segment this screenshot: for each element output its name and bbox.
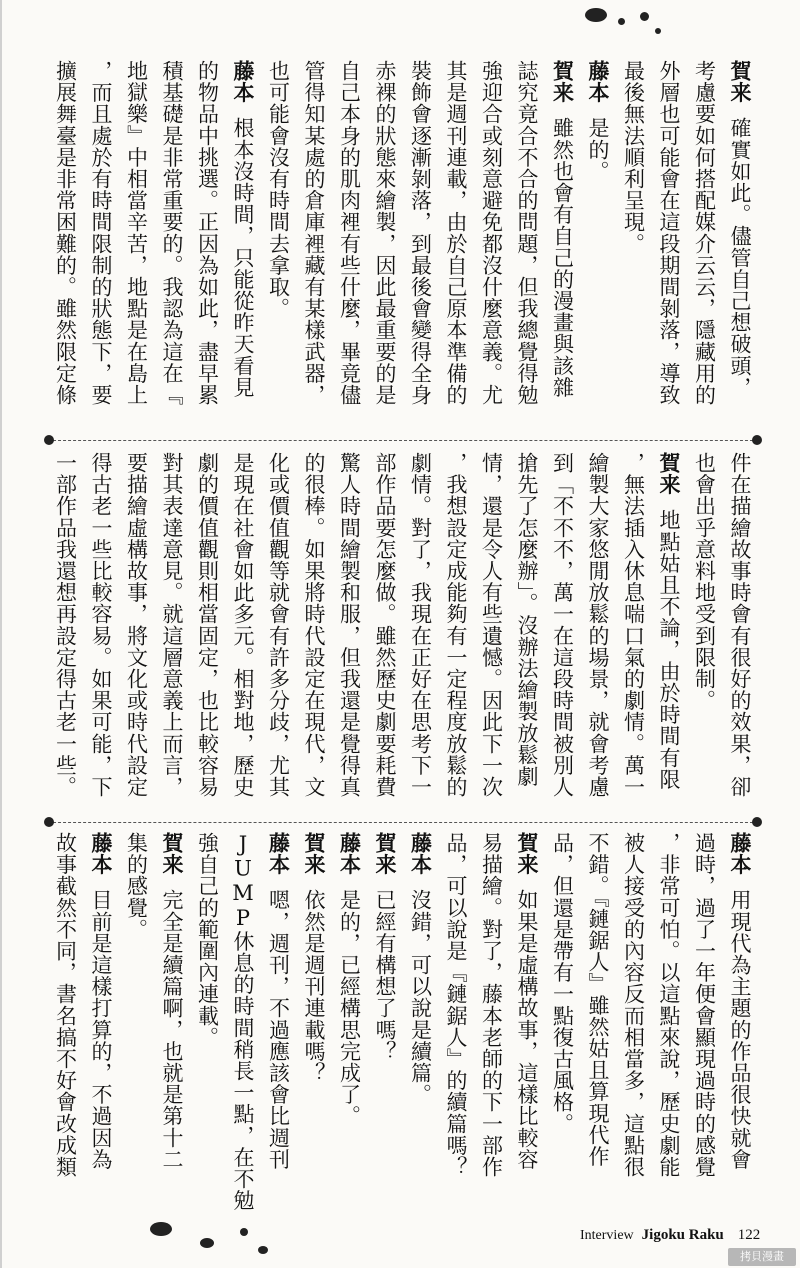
text-column	[118, 60, 155, 440]
text-column	[295, 452, 332, 818]
column-text: 是的。	[586, 117, 610, 183]
column-text: 過時，過了一年便會顯現過時的感覺	[692, 832, 717, 1178]
column-text: 擴展舞臺是非常困難的。雖然限定條	[53, 60, 78, 406]
text-column	[260, 452, 297, 818]
text-column	[579, 832, 616, 1212]
text-column	[721, 452, 758, 818]
text-column	[544, 832, 581, 1212]
column-text: 是的，已經構思完成了。	[337, 889, 362, 1127]
column-text: 雖然也會有自己的漫畫與該雜	[550, 117, 575, 399]
column-text: JUMP休息的時間稍長一點，在不勉	[231, 832, 255, 1212]
column-text: 驚人時間繪製和服，但我還是覺得真	[337, 452, 362, 798]
page-edge-shadow	[0, 0, 2, 1268]
page-footer	[580, 1226, 760, 1244]
column-text: 如果是虛構故事，這樣比較容	[515, 889, 539, 1171]
column-text: 誌究竟合不合的問題，但我總覺得勉	[515, 60, 539, 406]
column-text: 故事截然不同，書名搞不好會改成類	[53, 832, 78, 1178]
ink-splatter	[258, 1246, 268, 1254]
speaker-name: 賀来	[373, 832, 397, 876]
ink-splatter	[150, 1222, 172, 1236]
text-column	[153, 832, 190, 1212]
column-text: 搶先了怎麼辦」。沒辦法繪製放鬆劇	[515, 452, 539, 788]
column-text: 被人接受的內容反而相當多，這點很	[621, 832, 646, 1178]
column-text: 繪製大家悠閒放鬆的場景，就會考慮	[586, 452, 610, 798]
watermark: 拷貝漫畫	[728, 1248, 796, 1266]
footer-title: Jigoku Raku	[641, 1227, 724, 1243]
text-column	[82, 60, 119, 440]
ink-splatter	[640, 12, 649, 21]
text-column	[579, 452, 616, 818]
text-column	[118, 452, 155, 818]
column-text: 劇情。對了，我現在正好在思考下一	[408, 452, 433, 798]
text-column	[650, 452, 687, 818]
column-text: 情，還是令人有些遺憾。因此下一次	[479, 452, 504, 798]
column-text: 確實如此。儘管自己想破頭，	[728, 117, 752, 399]
column-text: 裝飾會逐漸剝落，到最後會變得全身	[408, 60, 433, 406]
text-column	[402, 60, 439, 440]
speaker-name: 賀来	[728, 60, 752, 104]
text-column	[118, 832, 155, 1212]
section-divider-1	[48, 440, 758, 441]
column-text: 對其表達意見。就這層意義上而言，	[160, 452, 184, 798]
text-column	[189, 832, 226, 1212]
text-column	[437, 452, 474, 818]
column-text: 考慮要如何搭配媒介云云，隱藏用的	[692, 60, 717, 406]
text-column	[366, 60, 403, 440]
ink-splatter	[585, 8, 607, 22]
column-text: ，非常可怕。以這點來說，歷史劇能	[657, 832, 681, 1178]
text-column	[47, 60, 84, 440]
text-column	[615, 452, 652, 818]
text-column	[82, 832, 119, 1212]
text-column	[508, 832, 545, 1212]
text-column	[402, 832, 439, 1212]
column-text: 依然是週刊連載嗎？	[302, 889, 326, 1084]
text-column	[224, 832, 261, 1212]
section-divider-2	[48, 822, 758, 823]
speaker-name: 藤本	[89, 832, 113, 876]
text-column	[153, 60, 190, 440]
column-text: 易描繪。對了，藤本老師的下一部作	[479, 832, 504, 1178]
interview-section-2	[48, 452, 758, 818]
column-text: ，而且處於有時間限制的狀態下，要	[89, 60, 113, 406]
column-text: ，無法插入休息喘口氣的劇情。萬一	[621, 452, 646, 798]
text-column	[295, 832, 332, 1212]
divider-dot	[44, 435, 54, 445]
column-text: 積基礎是非常重要的。我認為這在『	[160, 60, 184, 406]
text-column	[437, 60, 474, 440]
column-text: 是現在社會如此多元。相對地，歷史	[231, 452, 255, 798]
text-column	[366, 832, 403, 1212]
text-column	[331, 452, 368, 818]
text-column	[189, 60, 226, 440]
column-text: 也會出乎意料地受到限制。	[692, 452, 717, 712]
text-column	[544, 60, 581, 440]
divider-dot	[752, 817, 762, 827]
text-column	[437, 832, 474, 1212]
text-column	[508, 452, 545, 818]
column-text: 要描繪虛構故事，將文化或時代設定	[124, 452, 149, 798]
text-column	[473, 60, 510, 440]
text-column	[686, 452, 723, 818]
column-text: 最後無法順利呈現。	[621, 60, 646, 255]
column-text: 目前是這樣打算的，不過因為	[89, 889, 113, 1171]
text-column	[260, 60, 297, 440]
column-text: 一部作品我還想再設定得古老一些。	[53, 452, 78, 798]
column-text: 得古老一些比較容易。如果可能，下	[89, 452, 113, 798]
column-text: 其是週刊連載，由於自己原本準備的	[444, 60, 468, 406]
text-column	[579, 60, 616, 440]
speaker-name: 藤本	[337, 832, 362, 876]
speaker-name: 賀来	[550, 60, 575, 104]
text-column	[686, 832, 723, 1212]
column-text: 不錯。『鏈鋸人』雖然姑且算現代作	[586, 832, 610, 1168]
column-text: 部作品要怎麼做。雖然歷史劇要耗費	[373, 452, 397, 798]
text-column	[508, 60, 545, 440]
speaker-name: 藤本	[728, 832, 752, 876]
speaker-name: 賀来	[160, 832, 184, 876]
column-text: 根本沒時間，只能從昨天看見	[231, 117, 255, 399]
text-column	[686, 60, 723, 440]
ink-splatter	[618, 18, 625, 25]
column-text: 地點姑且不論，由於時間有限	[657, 509, 681, 791]
text-column	[224, 452, 261, 818]
column-text: ，我想設定成能夠有一定程度放鬆的	[444, 452, 468, 798]
ink-splatter	[240, 1228, 248, 1236]
column-text: 用現代為主題的作品很快就會	[728, 889, 752, 1171]
column-text: 品，可以說是『鏈鋸人』的續篇嗎？	[444, 832, 468, 1178]
interview-section-1	[48, 60, 758, 440]
speaker-name: 藤本	[231, 60, 255, 104]
text-column	[402, 452, 439, 818]
text-column	[47, 832, 84, 1212]
text-column	[615, 832, 652, 1212]
text-column	[721, 60, 758, 440]
speaker-name: 賀来	[657, 452, 681, 496]
column-text: 外層也可能會在這段期間剝落，導致	[657, 60, 681, 406]
column-text: 的很棒。如果將時代設定在現代，文	[302, 452, 326, 798]
footer-label: Interview	[580, 1228, 634, 1243]
text-column	[544, 452, 581, 818]
text-column	[473, 832, 510, 1212]
column-text: 已經有構想了嗎？	[373, 889, 397, 1063]
text-column	[260, 832, 297, 1212]
column-text: 集的感覺。	[124, 832, 149, 940]
text-column	[189, 452, 226, 818]
text-column	[295, 60, 332, 440]
divider-dot	[44, 817, 54, 827]
page-number: 122	[737, 1227, 761, 1243]
column-text: 強自己的範圍內連載。	[195, 832, 220, 1048]
text-column	[650, 832, 687, 1212]
text-column	[473, 452, 510, 818]
text-column	[47, 452, 84, 818]
text-column	[153, 452, 190, 818]
text-column	[82, 452, 119, 818]
text-column	[721, 832, 758, 1212]
text-column	[331, 60, 368, 440]
speaker-name: 藤本	[266, 832, 291, 876]
column-text: 的物品中挑選。正因為如此，盡早累	[195, 60, 220, 406]
speaker-name: 賀来	[302, 832, 326, 876]
text-column	[331, 832, 368, 1212]
column-text: 劇的價值觀則相當固定，也比較容易	[195, 452, 220, 798]
divider-dot	[752, 435, 762, 445]
column-text: 地獄樂』中相當辛苦，地點是在島上	[124, 60, 149, 406]
column-text: 也可能會沒有時間去拿取。	[266, 60, 291, 320]
interview-section-3	[48, 832, 758, 1212]
ink-splatter	[200, 1238, 214, 1248]
column-text: 到「不不不，萬一在這段時間被別人	[550, 452, 575, 798]
text-column	[224, 60, 261, 440]
column-text: 赤裸的狀態來繪製，因此最重要的是	[373, 60, 397, 406]
column-text: 管得知某處的倉庫裡藏有某樣武器，	[302, 60, 326, 406]
column-text: 品，但還是帶有一點復古風格。	[550, 832, 575, 1135]
column-text: 件在描繪故事時會有很好的效果，卻	[728, 452, 752, 798]
column-text: 強迎合或刻意避免都沒什麼意義。尤	[479, 60, 504, 406]
text-column	[366, 452, 403, 818]
column-text: 嗯，週刊，不過應該會比週刊	[266, 889, 291, 1171]
column-text: 沒錯，可以說是續篇。	[408, 889, 433, 1106]
column-text: 化或價值觀等就會有許多分歧，尤其	[266, 452, 291, 798]
column-text: 完全是續篇啊，也就是第十二	[160, 889, 184, 1171]
speaker-name: 藤本	[586, 60, 610, 104]
column-text: 自己本身的肌肉裡有些什麼，畢竟儘	[337, 60, 362, 406]
speaker-name: 藤本	[408, 832, 433, 876]
text-column	[615, 60, 652, 440]
speaker-name: 賀来	[515, 832, 539, 876]
text-column	[650, 60, 687, 440]
ink-splatter	[655, 28, 661, 34]
